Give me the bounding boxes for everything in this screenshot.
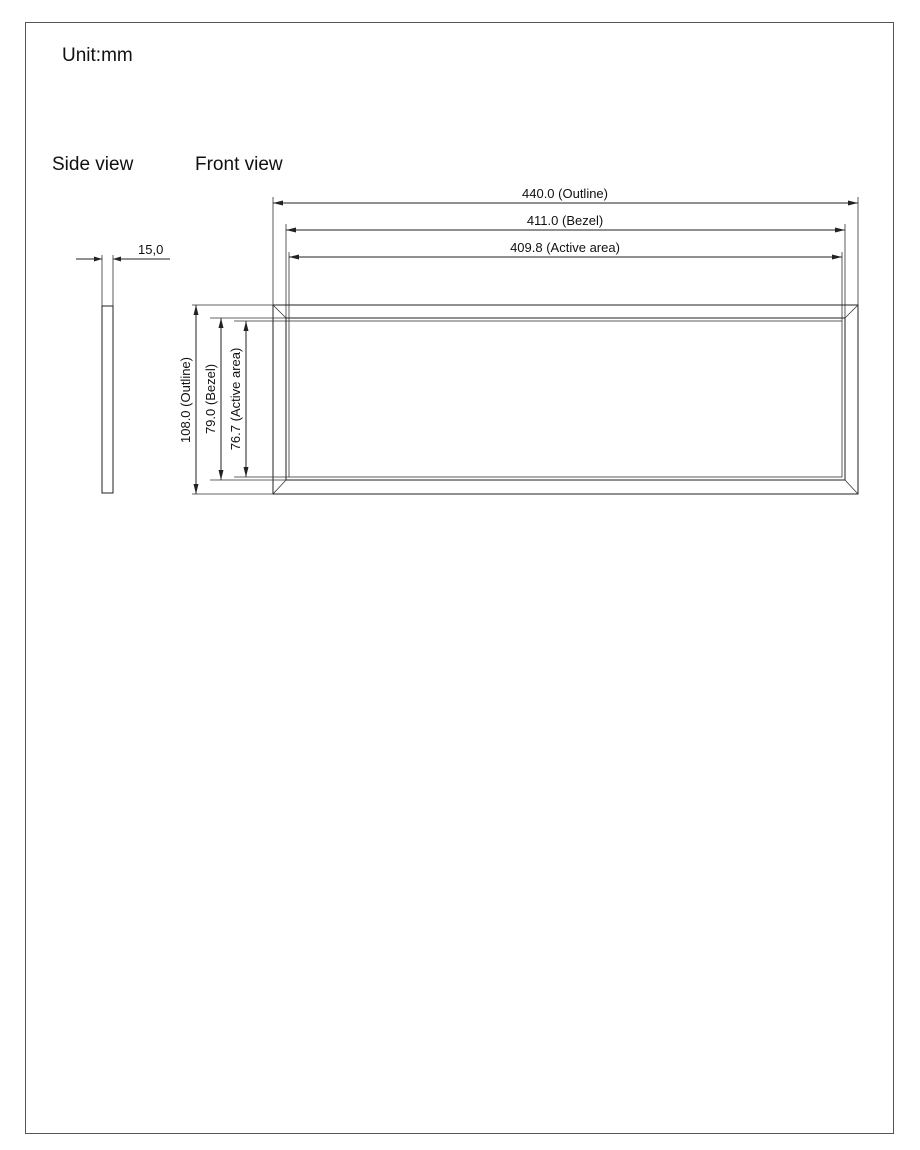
arrow-bezel-width-left <box>286 228 296 233</box>
arrow-bezel-width-right <box>835 228 845 233</box>
bevel-bottom-left <box>273 480 286 494</box>
arrow-active-width-right <box>832 255 842 260</box>
bezel-rect <box>286 318 845 480</box>
arrow-active-height-top <box>244 321 249 331</box>
bevel-top-left <box>273 305 286 318</box>
side-view <box>76 242 170 493</box>
arrow-outline-height-bottom <box>194 484 199 494</box>
height-bezel-label: 79.0 (Bezel) <box>203 363 218 435</box>
vertical-dimensions <box>178 305 289 494</box>
unit-label: Unit:mm <box>62 45 133 66</box>
active-area-rect <box>289 321 842 477</box>
front-view <box>273 305 858 494</box>
height-outline-label: 108.0 (Outline) <box>178 357 193 443</box>
horizontal-dimensions <box>273 186 858 321</box>
outline-rect <box>273 305 858 494</box>
side-dim-arrow-right <box>113 257 121 262</box>
arrow-active-width-left <box>289 255 299 260</box>
arrow-outline-width-right <box>848 201 858 206</box>
arrow-outline-width-left <box>273 201 283 206</box>
side-dim-arrow-left <box>94 257 102 262</box>
width-bezel-label: 411.0 (Bezel) <box>526 213 604 228</box>
bevel-top-right <box>845 305 858 318</box>
arrow-active-height-bottom <box>244 467 249 477</box>
arrow-outline-height-top <box>194 305 199 315</box>
width-outline-label: 440.0 (Outline) <box>522 186 608 201</box>
front-view-title: Front view <box>195 154 283 175</box>
bevel-bottom-right <box>845 480 858 494</box>
width-active-label: 409.8 (Active area) <box>510 240 620 255</box>
height-active-label: 76.7 (Active area) <box>228 347 243 451</box>
arrow-bezel-height-bottom <box>219 470 224 480</box>
side-thickness-label: 15,0 <box>138 242 164 257</box>
side-view-title: Side view <box>52 154 134 175</box>
side-view-outline <box>102 306 113 493</box>
arrow-bezel-height-top <box>219 318 224 328</box>
